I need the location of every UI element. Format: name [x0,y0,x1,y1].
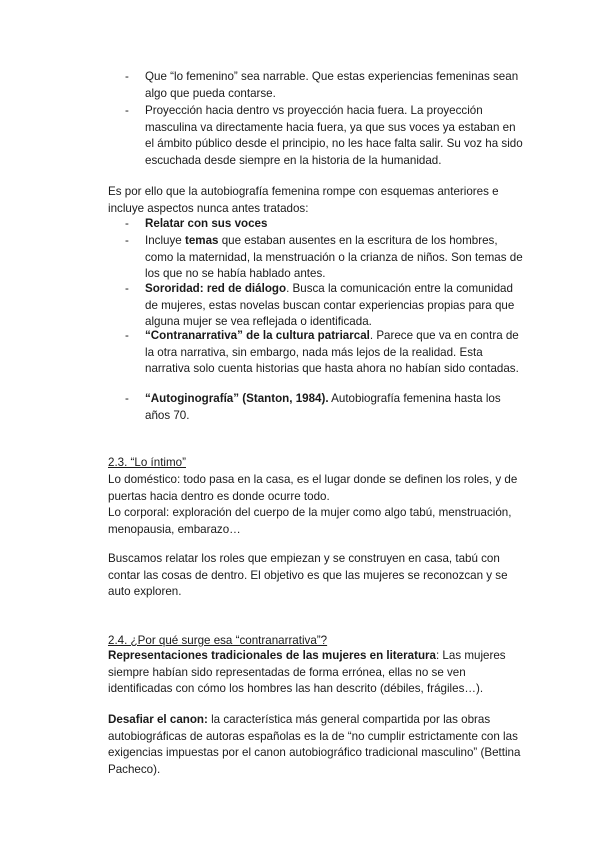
body-paragraph: Representaciones tradicionales de las mujeres en literatura: Las mujeres siempre habían sido representadas de forma errónea, ellas no se ven identificadas con cómo los hombres las han descrito (débiles, frágiles…). [108,649,506,696]
list-item-text: Relatar con sus voces [145,217,268,230]
list-item-text: “Contranarrativa” de la cultura patriarcal. Parece que va en contra de la otra narrativa, sin embargo, nada más lejos de la realidad. Esta narrativa solo cuenta historias que hasta ahora no habían sido contadas. [145,329,519,376]
bullet: - [125,329,129,342]
list-item-text: Proyección hacia dentro vs proyección hacia fuera. La proyección masculina va directamente hacia fuera, ya que sus voces ya estaban en el ámbito público desde el principio, no les hace falta salir. Su voz ha sido escuchada desde siempre en la historia de la humanidad. [145,104,523,167]
list-item-text: Sororidad: red de diálogo. Busca la comunicación entre la comunidad de mujeres, estas novelas buscan contar experiencias propias para que alguna mujer se vea reflejada o identificada. [145,282,515,329]
list-item-text: Que “lo femenino” sea narrable. Que estas experiencias femeninas sean algo que pueda contarse. [145,70,519,100]
bullet: - [125,234,129,247]
bullet: - [125,392,129,405]
bullet: - [125,282,129,295]
body-paragraph: Desafiar el canon: la característica más general compartida por las obras autobiográficas de autoras españolas es la de “no cumplir estrictamente con las exigencias impuestas por el canon autobiográfico tradicional masculino” (Bettina Pacheco). [108,713,521,776]
body-line: Lo corporal: exploración del cuerpo de la mujer como algo tabú, menstruación, menopausia, embarazo… [108,506,512,536]
section-heading: 2.4. ¿Por qué surge esa “contranarrativa”? [108,634,328,647]
list-item-text: “Autoginografía” (Stanton, 1984). Autobiografía femenina hasta los años 70. [145,392,501,422]
body-line: Lo doméstico: todo pasa en la casa, es el lugar donde se definen los roles, y de puertas hacia dentro es donde ocurre todo. [108,473,518,503]
section-heading: 2.3. “Lo íntimo” [108,456,186,469]
bullet: - [125,104,129,117]
bullet: - [125,70,129,83]
list-item-text: Incluye temas que estaban ausentes en la escritura de los hombres, como la maternidad, la menstruación o la crianza de niños. Son temas de los que no se había hablado antes. [145,234,523,281]
body-paragraph: Buscamos relatar los roles que empiezan y se construyen en casa, tabú con contar las cosas de dentro. El objetivo es que las mujeres se reconozcan y se auto exploren. [108,552,508,599]
intro-paragraph: Es por ello que la autobiografía femenina rompe con esquemas anteriores e incluye aspectos nunca antes tratados: [108,185,499,215]
bullet: - [125,217,129,230]
